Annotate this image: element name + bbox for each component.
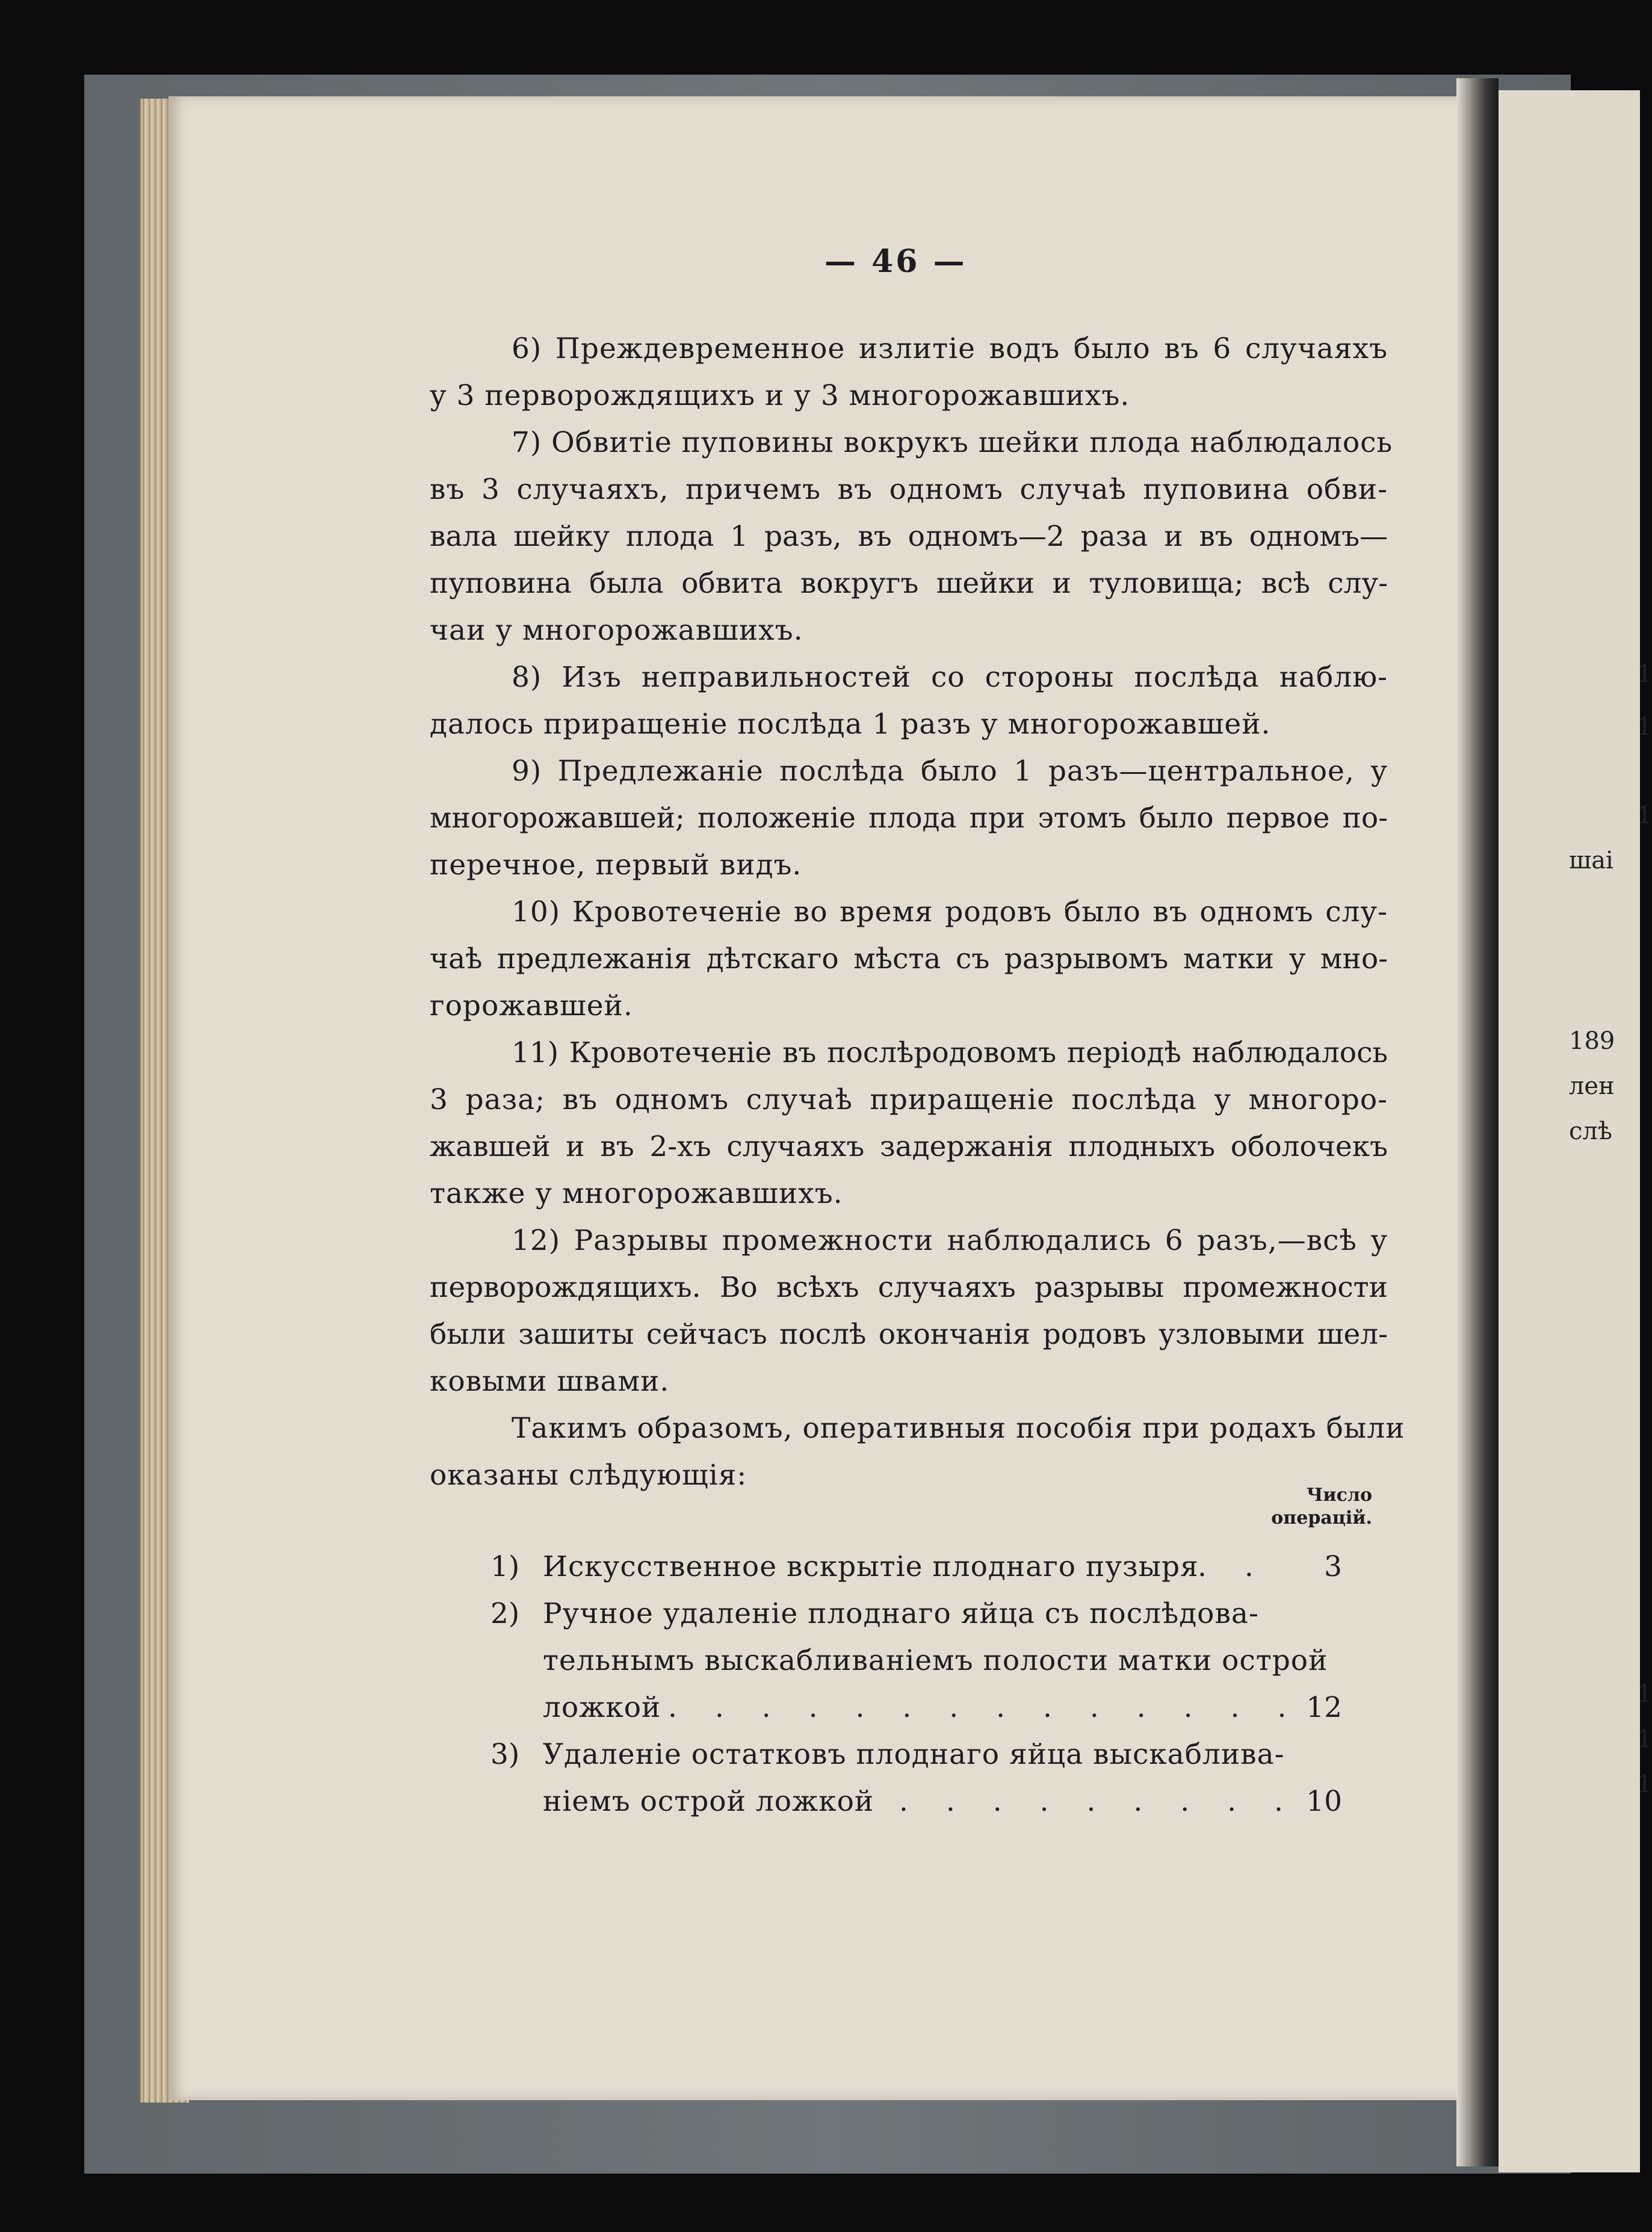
- text-line: 3 раза; въ одномъ случаѣ приращеніе послѣда у многоро-: [430, 1083, 1388, 1116]
- text-line: у 3 перворождящихъ и у 3 многорожавшихъ.: [430, 379, 1130, 412]
- text-line: 11) Кровотеченіе въ послѣродовомъ періодѣ наблюдалось: [512, 1036, 1388, 1069]
- text-line: 7) Обвитіе пуповины вокрукъ шейки плода наблюдалось: [512, 426, 1393, 459]
- adjacent-fragment: 1: [1637, 660, 1652, 688]
- text-line: чаи у многорожавшихъ.: [430, 614, 803, 647]
- adjacent-fragment: 1: [1637, 1725, 1652, 1753]
- operation-text: тельнымъ выскабливаніемъ полости матки острой: [543, 1644, 1328, 1677]
- adjacent-fragment: 189: [1569, 1027, 1615, 1055]
- text-line: 8) Изъ неправильностей со стороны послѣда наблю-: [512, 661, 1388, 694]
- operation-text: ложкой: [543, 1691, 661, 1724]
- operation-number: 1): [490, 1550, 520, 1583]
- operation-text: Удаленіе остатковъ плоднаго яйца выскаблива-: [543, 1738, 1285, 1771]
- text-line: 9) Предлежаніе послѣда было 1 разъ—центральное, у: [512, 755, 1388, 788]
- leader-dots: . . . . . . . . .: [899, 1785, 1298, 1818]
- page-number: — 46 —: [824, 243, 967, 280]
- text-line: чаѣ предлежанія дѣтскаго мѣста съ разрывомъ матки у мно-: [430, 942, 1388, 975]
- text-line: перворождящихъ. Во всѣхъ случаяхъ разрывы промежности: [430, 1271, 1388, 1304]
- text-line: 10) Кровотеченіе во время родовъ было въ одномъ слу-: [512, 895, 1388, 929]
- adjacent-fragment: 1: [1637, 1770, 1652, 1798]
- text-line: были зашиты сейчасъ послѣ окончанія родовъ узловыми шел-: [430, 1318, 1388, 1351]
- text-line: горожавшей.: [430, 989, 633, 1022]
- operation-number: 2): [490, 1597, 520, 1630]
- adjacent-fragment: лен: [1569, 1072, 1615, 1100]
- adjacent-fragment: слѣ: [1569, 1118, 1612, 1145]
- text-line: пуповина была обвита вокругъ шейки и туловища; всѣ слу-: [430, 567, 1388, 600]
- adjacent-fragment: 1: [1637, 802, 1652, 829]
- text-line: 6) Преждевременное излитіе водъ было въ 6 случаяхъ: [512, 332, 1388, 365]
- text-line: вала шейку плода 1 разъ, въ одномъ—2 раза и въ одномъ—: [430, 520, 1388, 553]
- operation-number: 3): [490, 1738, 520, 1771]
- operation-count: 10: [1306, 1785, 1342, 1818]
- text-line: далось приращеніе послѣда 1 разъ у многорожавшей.: [430, 708, 1271, 741]
- leader-dots: . . . . . . . . . . . . . .: [668, 1691, 1301, 1724]
- leader-dots: . .: [1198, 1550, 1268, 1583]
- text-line: жавшей и въ 2-хъ случаяхъ задержанія плодныхъ оболочекъ: [430, 1130, 1388, 1163]
- text-line: ковыми швами.: [430, 1365, 670, 1398]
- text-line: Такимъ образомъ, оперативныя пособія при родахъ были: [512, 1412, 1405, 1445]
- operation-text: Искусственное вскрытіе плоднаго пузыря: [543, 1550, 1199, 1583]
- adjacent-fragment: 1: [1637, 1680, 1652, 1708]
- adjacent-page: [1499, 90, 1652, 2172]
- operation-text: Ручное удаленіе плоднаго яйца съ послѣдова-: [543, 1597, 1259, 1630]
- column-header-line: операцій.: [1271, 1507, 1372, 1529]
- column-header-line: Число: [1306, 1485, 1372, 1506]
- operation-count: 12: [1306, 1691, 1342, 1724]
- text-line: также у многорожавшихъ.: [430, 1177, 843, 1210]
- adjacent-fragment: 1: [1637, 713, 1652, 741]
- operation-text: ніемъ острой ложкой: [543, 1785, 874, 1818]
- operation-count: 3: [1324, 1550, 1342, 1583]
- text-line: многорожавшей; положеніе плода при этомъ было первое по-: [430, 802, 1388, 835]
- book-gutter: [1456, 78, 1499, 2166]
- text-line: 12) Разрывы промежности наблюдались 6 разъ,—всѣ у: [512, 1224, 1388, 1257]
- text-line: перечное, первый видъ.: [430, 849, 802, 882]
- text-line: въ 3 случаяхъ, причемъ въ одномъ случаѣ пуповина обви-: [430, 473, 1388, 506]
- text-line: оказаны слѣдующія:: [430, 1459, 747, 1492]
- adjacent-fragment: шаі: [1569, 847, 1613, 874]
